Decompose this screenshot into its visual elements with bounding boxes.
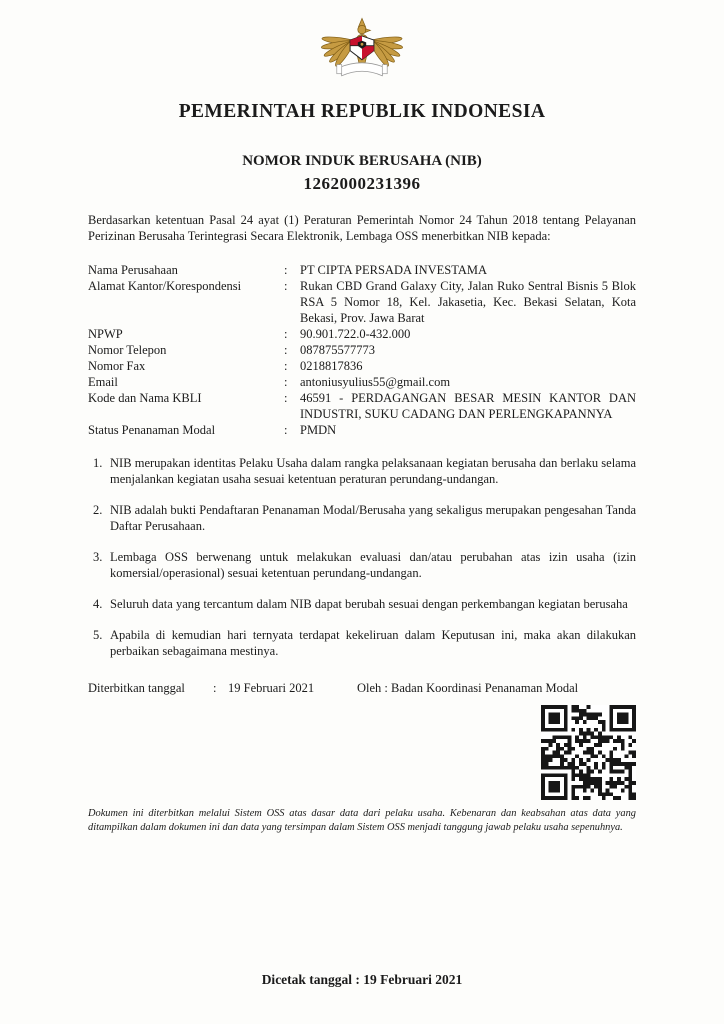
field-label: Nomor Telepon bbox=[88, 342, 167, 357]
field-label: Kode dan Nama KBLI bbox=[88, 390, 202, 405]
intro-paragraph: Berdasarkan ketentuan Pasal 24 ayat (1) Peraturan Pemerintah Nomor 24 Tahun 2018 tentang Pelayanan Perizinan Berusaha Terintegrasi Secara Elektronik, Lembaga OSS menerbitkan NIB kepada: bbox=[88, 212, 636, 243]
provision-text: Lembaga OSS berwenang untuk melakukan evaluasi dan/atau perubahan atas izin usaha (izin komersial/operasional) sesuai ketentuan perundang-undangan. bbox=[110, 549, 636, 580]
field-separator: : bbox=[284, 422, 288, 437]
printed-date: Dicetak tanggal : 19 Februari 2021 bbox=[261, 971, 463, 987]
qr-code-icon bbox=[541, 705, 636, 800]
field-row-npwp bbox=[88, 326, 636, 342]
field-label: NPWP bbox=[88, 326, 123, 341]
field-row-telepon bbox=[88, 342, 636, 358]
field-separator: : bbox=[284, 326, 288, 341]
emblem-container bbox=[88, 8, 636, 84]
provision-number: 1. bbox=[93, 455, 103, 470]
field-separator: : bbox=[284, 278, 288, 293]
provision-number: 4. bbox=[93, 596, 103, 611]
field-row-kbli bbox=[88, 390, 636, 422]
field-row-status-modal bbox=[88, 422, 636, 438]
field-separator: : bbox=[284, 342, 288, 357]
field-label: Nama Perusahaan bbox=[88, 262, 178, 277]
document-title: NOMOR INDUK BERUSAHA (NIB) bbox=[242, 152, 482, 169]
field-value: 087875577773 bbox=[300, 342, 375, 357]
garuda-pancasila-emblem-icon bbox=[320, 8, 404, 82]
field-value: 90.901.722.0-432.000 bbox=[300, 326, 411, 341]
provision-number: 5. bbox=[93, 627, 103, 642]
field-value: antoniusyulius55@gmail.com bbox=[300, 374, 451, 389]
nib-number: 1262000231396 bbox=[303, 174, 421, 194]
provision-item bbox=[93, 596, 636, 612]
provision-number: 2. bbox=[93, 502, 103, 517]
provision-item bbox=[93, 455, 636, 487]
disclaimer-note: Dokumen ini diterbitkan melalui Sistem OSS atas dasar data dari pelaku usaha. Kebenaran dan keabsahan atas data yang ditampilkan dalam dokumen ini dan data yang tersimpan dalam Sistem OSS menjadi tanggung jawab pelaku usaha sepenuhnya. bbox=[88, 807, 636, 833]
field-row-nama-perusahaan bbox=[88, 262, 636, 278]
field-separator: : bbox=[284, 262, 288, 277]
field-label: Status Penanaman Modal bbox=[88, 422, 216, 437]
field-value: 46591 - PERDAGANGAN BESAR MESIN KANTOR DAN INDUSTRI, SUKU CADANG DAN PERLENGKAPANNYA bbox=[300, 390, 636, 421]
field-row-alamat bbox=[88, 278, 636, 326]
field-value: PMDN bbox=[300, 422, 337, 437]
field-value: Rukan CBD Grand Galaxy City, Jalan Ruko Sentral Bisnis 5 Blok RSA 5 Nomor 18, Kel. Jakasetia, Kec. Bekasi Selatan, Kota Bekasi, Prov. Jawa Barat bbox=[300, 278, 636, 325]
field-value: PT CIPTA PERSADA INVESTAMA bbox=[300, 262, 488, 277]
provision-text: Seluruh data yang tercantum dalam NIB dapat berubah sesuai dengan perkembangan kegiatan berusaha bbox=[110, 596, 628, 611]
field-separator: : bbox=[284, 374, 288, 389]
provision-item bbox=[93, 549, 636, 581]
field-label: Email bbox=[88, 374, 118, 389]
issued-date-value: 19 Februari 2021 bbox=[228, 680, 315, 695]
field-label: Alamat Kantor/Korespondensi bbox=[88, 278, 242, 293]
qr-row bbox=[88, 705, 636, 800]
provision-item bbox=[93, 502, 636, 534]
provision-number: 3. bbox=[93, 549, 103, 564]
issuance-row bbox=[88, 680, 636, 696]
issued-date-separator: : bbox=[213, 680, 217, 695]
field-label: Nomor Fax bbox=[88, 358, 146, 373]
field-row-email bbox=[88, 374, 636, 390]
field-separator: : bbox=[284, 390, 288, 405]
provision-text: NIB merupakan identitas Pelaku Usaha dalam rangka pelaksanaan kegiatan berusaha dan berlaku selama menjalankan kegiatan usaha sesuai ketentuan peraturan perundang-undangan. bbox=[110, 455, 636, 486]
provisions-list bbox=[93, 455, 636, 659]
issued-by: Oleh : Badan Koordinasi Penanaman Modal bbox=[357, 680, 579, 695]
provision-text: Apabila di kemudian hari ternyata terdapat kekeliruan dalam Keputusan ini, maka akan dilakukan perbaikan sebagaimana mestinya. bbox=[110, 627, 636, 658]
field-row-fax bbox=[88, 358, 636, 374]
provision-item bbox=[93, 627, 636, 659]
government-title: PEMERINTAH REPUBLIK INDONESIA bbox=[178, 101, 546, 122]
field-separator: : bbox=[284, 358, 288, 373]
issued-date-label: Diterbitkan tanggal bbox=[88, 680, 185, 695]
field-value: 0218817836 bbox=[300, 358, 363, 373]
company-fields bbox=[88, 262, 636, 438]
provision-text: NIB adalah bukti Pendaftaran Penanaman Modal/Berusaha yang sekaligus merupakan pengesahan Tanda Daftar Perusahaan. bbox=[110, 502, 636, 533]
